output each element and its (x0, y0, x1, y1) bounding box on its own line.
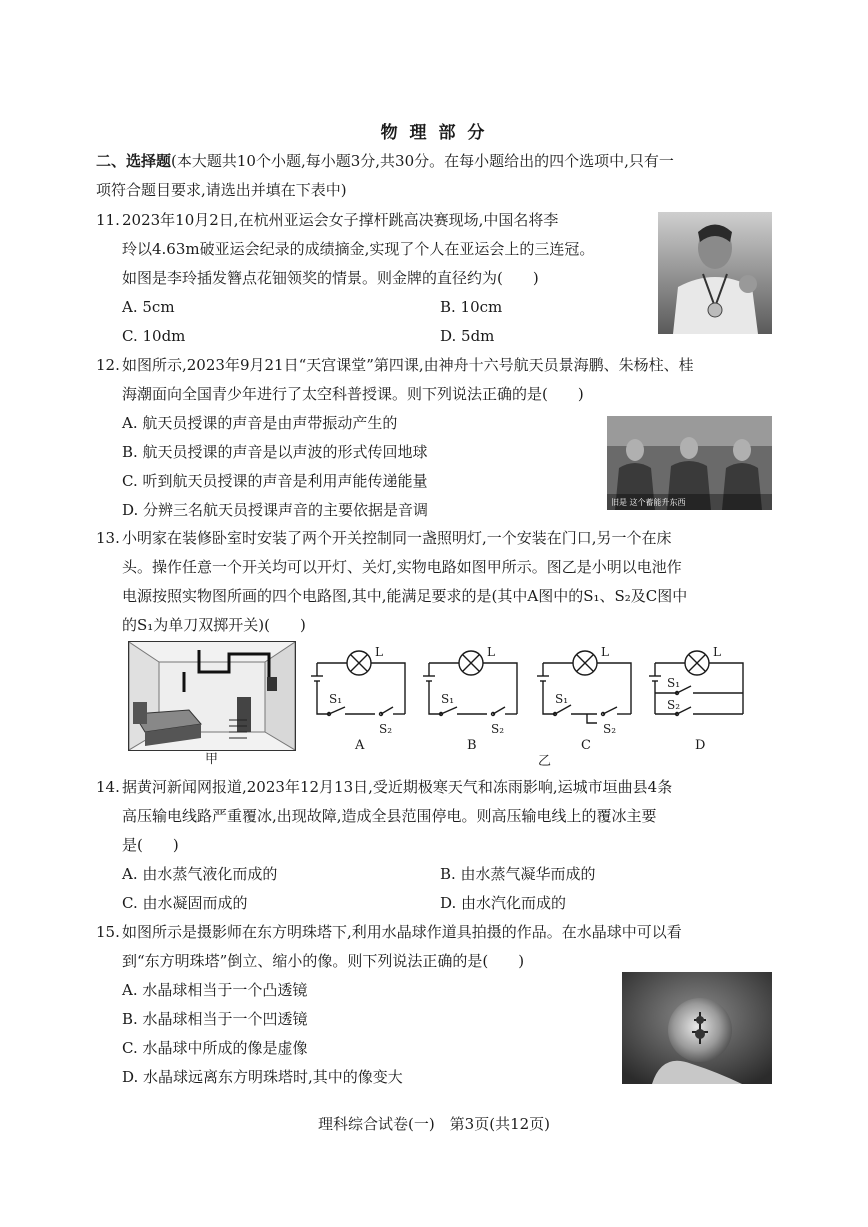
q11-athlete-photo (658, 212, 772, 334)
q12-astronauts-photo (607, 416, 772, 510)
q14-option-b[interactable]: B. 由水蒸气凝华而成的 (440, 865, 596, 883)
q15-line1: 如图所示是摄影师在东方明珠塔下,利用水晶球作道具拍摄的作品。在水晶球中可以看 (122, 923, 682, 941)
q15-option-d[interactable]: D. 水晶球远离东方明珠塔时,其中的像变大 (122, 1068, 403, 1086)
circuit-c-s1-label: S₁ (555, 692, 569, 706)
q11-line2: 玲以4.63m破亚运会纪录的成绩摘金,实现了个人在亚运会上的三连冠。 (122, 240, 595, 258)
circuit-c-lamp-label: L (601, 645, 609, 659)
q13-number: 13. (96, 529, 120, 547)
q14-option-c[interactable]: C. 由水凝固而成的 (122, 894, 248, 912)
circuit-a-s1-label: S₁ (329, 692, 343, 706)
q14-line1: 据黄河新闻网报道,2023年12月13日,受近期极寒天气和冻雨影响,运城市垣曲县4条 (122, 778, 673, 796)
page-footer: 理科综合试卷(一) 第3页(共12页) (317, 1115, 551, 1133)
q13-label-yi: 乙 (538, 754, 552, 769)
q13-line4: 的S₁为单刀双掷开关)( ) (122, 616, 306, 634)
circuit-d-s1-label: S₁ (667, 676, 681, 690)
circuit-b-lamp-label: L (487, 645, 495, 659)
q12-option-d[interactable]: D. 分辨三名航天员授课声音的主要依据是音调 (122, 501, 429, 519)
section2-heading: 二、选择题 (96, 152, 172, 170)
circuit-c (537, 651, 631, 723)
q11-number: 11. (96, 211, 120, 229)
circuit-a-label: A (355, 738, 365, 753)
circuit-b (423, 651, 517, 716)
q15-number: 15. (96, 923, 120, 941)
q11-option-d[interactable]: D. 5dm (440, 327, 495, 345)
q14-option-d[interactable]: D. 由水汽化而成的 (440, 894, 567, 912)
q15-option-a[interactable]: A. 水晶球相当于一个凸透镜 (122, 981, 308, 999)
q12-option-a[interactable]: A. 航天员授课的声音是由声带振动产生的 (122, 414, 398, 432)
circuit-c-label: C (581, 738, 591, 753)
section-title: 物 理 部 分 (380, 123, 488, 143)
q14-line2: 高压输电线路严重覆冰,出现故障,造成全县范围停电。则高压输电线上的覆冰主要 (122, 807, 657, 825)
q15-option-c[interactable]: C. 水晶球中所成的像是虚像 (122, 1039, 308, 1057)
q15-line2: 到“东方明珠塔”倒立、缩小的像。则下列说法正确的是( ) (122, 952, 525, 970)
q14-line3: 是( ) (122, 836, 179, 854)
circuit-c-s2-label: S₂ (603, 722, 617, 736)
circuit-d-s2-label: S₂ (667, 698, 681, 712)
q15-option-b[interactable]: B. 水晶球相当于一个凹透镜 (122, 1010, 308, 1028)
circuit-d-lamp-label: L (713, 645, 721, 659)
circuit-a (311, 651, 405, 716)
section2-instruction (96, 151, 674, 171)
circuit-d (649, 651, 743, 716)
q12-line2: 海潮面向全国青少年进行了太空科普授课。则下列说法正确的是( ) (122, 385, 584, 403)
q11-option-b[interactable]: B. 10cm (440, 298, 503, 316)
q13-line3: 电源按照实物图所画的四个电路图,其中,能满足要求的是(其中A图中的S₁、S₂及C图中 (122, 587, 688, 605)
circuit-d-label: D (695, 738, 706, 753)
q15-crystal-ball-photo (622, 972, 772, 1084)
circuit-b-s2-label: S₂ (491, 722, 505, 736)
q13-circuit-diagrams (305, 641, 755, 756)
circuit-b-label: B (467, 738, 477, 753)
q12-line1: 如图所示,2023年9月21日“天宫课堂”第四课,由神舟十六号航天员景海鹏、朱杨柱、桂 (122, 356, 694, 374)
q13-label-jia: 甲 (205, 752, 219, 767)
q12-option-b[interactable]: B. 航天员授课的声音是以声波的形式传回地球 (122, 443, 428, 461)
q11-line3: 如图是李玲插发簪点花钿领奖的情景。则金牌的直径约为( ) (122, 269, 539, 287)
circuit-a-lamp-label: L (375, 645, 383, 659)
q11-option-c[interactable]: C. 10dm (122, 327, 186, 345)
q12-option-c[interactable]: C. 听到航天员授课的声音是利用声能传递能量 (122, 472, 428, 490)
q14-number: 14. (96, 778, 120, 796)
circuit-b-s1-label: S₁ (441, 692, 455, 706)
section2-instruction-line1: (本大题共10个小题,每小题3分,共30分。在每小题给出的四个选项中,只有一 (171, 152, 674, 170)
q13-line2: 头。操作任意一个开关均可以开灯、关灯,实物电路如图甲所示。图乙是小明以电池作 (122, 558, 682, 576)
q14-option-a[interactable]: A. 由水蒸气液化而成的 (122, 865, 278, 883)
circuit-a-s2-label: S₂ (379, 722, 393, 736)
q13-figure-jia-room (128, 641, 296, 751)
section2-instruction-line2: 项符合题目要求,请选出并填在下表中) (96, 181, 347, 199)
q12-photo-caption: 旧是 这个蓄能升东西 (611, 498, 686, 507)
q13-line1: 小明家在装修卧室时安装了两个开关控制同一盏照明灯,一个安装在门口,另一个在床 (122, 529, 672, 547)
q11-option-a[interactable]: A. 5cm (122, 298, 175, 316)
q11-line1: 2023年10月2日,在杭州亚运会女子撑杆跳高决赛现场,中国名将李 (122, 211, 559, 229)
q12-number: 12. (96, 356, 120, 374)
